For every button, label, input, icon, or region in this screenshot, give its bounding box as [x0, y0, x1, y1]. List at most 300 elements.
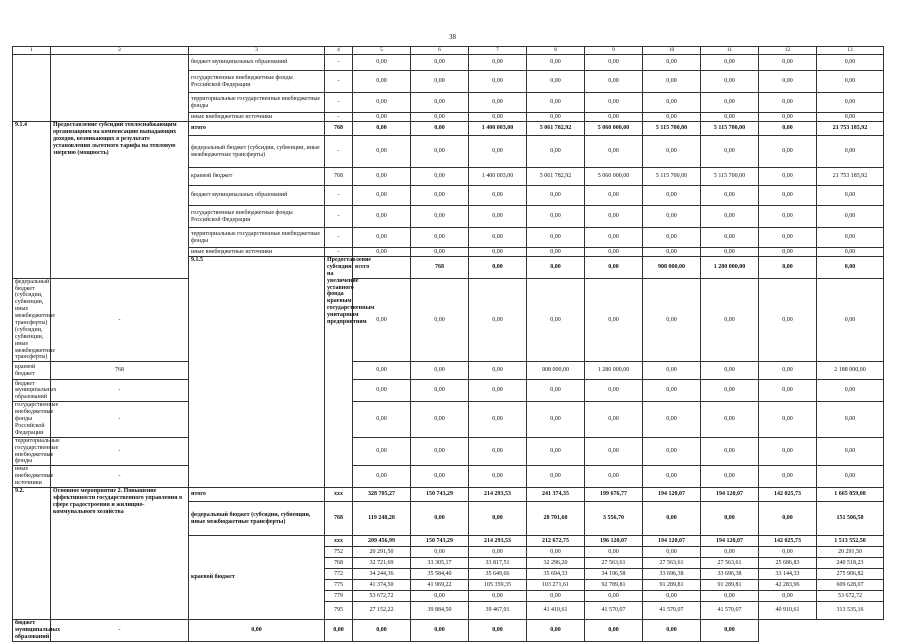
amount-cell: 0,00: [759, 136, 817, 168]
code-cell: -: [51, 466, 189, 488]
table-row: [13, 402, 884, 437]
amount-cell: 0,00: [411, 228, 469, 248]
amount-cell: 1 400 003,00: [469, 122, 527, 136]
amount-cell: 2 188 000,00: [817, 362, 884, 380]
funding-source-cell: территориальные государственные внебюджетные фонды: [13, 437, 51, 466]
amount-cell: 0,00: [643, 278, 701, 362]
amount-cell: 21 753 185,92: [817, 168, 884, 186]
amount-cell: 0,00: [585, 136, 643, 168]
amount-cell: 0,00: [759, 402, 817, 437]
amount-cell: 0,00: [527, 466, 585, 488]
amount-cell: 0,00: [469, 257, 527, 279]
code-cell: 768: [411, 257, 469, 279]
amount-cell: 91 289,81: [643, 580, 701, 591]
amount-cell: 0,00: [585, 93, 643, 113]
amount-cell: 0,00: [411, 502, 469, 536]
amount-cell: 0,00: [469, 136, 527, 168]
amount-cell: 27 152,22: [353, 602, 411, 620]
amount-cell: 196 120,07: [585, 536, 643, 547]
amount-cell: 0,00: [643, 402, 701, 437]
code-cell: 779: [325, 591, 353, 602]
amount-cell: 209 456,99: [353, 536, 411, 547]
code-cell: -: [325, 228, 353, 248]
code-cell: -: [325, 206, 353, 228]
amount-cell: 0,00: [701, 437, 759, 466]
amount-cell: 0,00: [759, 466, 817, 488]
amount-cell: 0,00: [411, 466, 469, 488]
amount-cell: 0,00: [585, 206, 643, 228]
amount-cell: 0,00: [817, 55, 884, 71]
amount-cell: 0,00: [353, 93, 411, 113]
table-row: [13, 55, 884, 71]
funding-source-cell: государственные внебюджетные фонды Российской Федерации: [13, 402, 51, 437]
amount-cell: 28 701,60: [527, 502, 585, 536]
amount-cell: 0,00: [469, 620, 527, 642]
header-cell: 8: [527, 47, 585, 55]
amount-cell: 0,00: [353, 136, 411, 168]
amount-cell: 0,00: [585, 437, 643, 466]
code-cell: 752: [325, 547, 353, 558]
amount-cell: 0,00: [411, 113, 469, 122]
amount-cell: 908 000,00: [643, 257, 701, 279]
amount-cell: 0,00: [469, 466, 527, 488]
header-cell: 5: [353, 47, 411, 55]
amount-cell: 5 060 000,00: [585, 168, 643, 186]
amount-cell: 0,00: [527, 380, 585, 402]
amount-cell: 0,00: [701, 278, 759, 362]
funding-source-cell: федеральный бюджет (субсидии, субвенции, иные межбюджетные трансферты): [189, 502, 325, 536]
amount-cell: 39 467,01: [469, 602, 527, 620]
item-description-cell: Предоставление субсидий теплоснабжающим организациям на компенсацию выпадающих доходов, возникающих в результате установления льготного тарифа на тепловую энергию (мощность): [51, 122, 189, 279]
amount-cell: 0,00: [759, 257, 817, 279]
header-cell: 11: [701, 47, 759, 55]
amount-cell: 0,00: [469, 380, 527, 402]
amount-cell: 0,00: [643, 380, 701, 402]
code-cell: -: [51, 402, 189, 437]
table-row: [13, 437, 884, 466]
amount-cell: 0,00: [469, 93, 527, 113]
amount-cell: 0,00: [411, 136, 469, 168]
amount-cell: 0,00: [701, 55, 759, 71]
amount-cell: 0,00: [817, 257, 884, 279]
amount-cell: 0,00: [411, 55, 469, 71]
amount-cell: 41 969,22: [411, 580, 469, 591]
amount-cell: 0,00: [585, 591, 643, 602]
amount-cell: 0,00: [527, 228, 585, 248]
funding-source-cell: бюджет муниципальных образований: [189, 186, 325, 206]
amount-cell: 0,00: [411, 437, 469, 466]
amount-cell: 0,00: [643, 466, 701, 488]
amount-cell: 35 584,40: [411, 569, 469, 580]
amount-cell: 5 115 700,00: [643, 168, 701, 186]
amount-cell: 240 518,23: [817, 558, 884, 569]
code-cell: 768: [325, 168, 353, 186]
amount-cell: 0,00: [353, 437, 411, 466]
code-cell: -: [325, 55, 353, 71]
amount-cell: 0,00: [643, 93, 701, 113]
amount-cell: 0,00: [759, 502, 817, 536]
amount-cell: 0,00: [469, 228, 527, 248]
funding-source-cell: краевой бюджет: [189, 168, 325, 186]
amount-cell: 33 696,38: [701, 569, 759, 580]
amount-cell: 53 672,72: [353, 591, 411, 602]
amount-cell: 328 705,27: [353, 488, 411, 502]
amount-cell: 0,00: [469, 502, 527, 536]
code-cell: 775: [325, 580, 353, 591]
amount-cell: 0,00: [411, 278, 469, 362]
amount-cell: 0,00: [469, 206, 527, 228]
header-cell: 6: [411, 47, 469, 55]
amount-cell: 0,00: [643, 206, 701, 228]
table-row: [13, 380, 884, 402]
header-row: [13, 47, 884, 55]
amount-cell: 0,00: [469, 186, 527, 206]
amount-cell: 103 271,61: [527, 580, 585, 591]
amount-cell: 0,00: [585, 113, 643, 122]
amount-cell: 119 248,28: [353, 502, 411, 536]
amount-cell: 0,00: [817, 248, 884, 257]
amount-cell: 1 280 000,00: [585, 362, 643, 380]
amount-cell: 33 817,51: [469, 558, 527, 569]
amount-cell: 0,00: [701, 71, 759, 93]
amount-cell: 39 884,50: [411, 602, 469, 620]
amount-cell: 0,00: [701, 113, 759, 122]
code-cell: 795: [325, 602, 353, 620]
amount-cell: 142 025,73: [759, 488, 817, 502]
header-cell: 1: [13, 47, 51, 55]
amount-cell: 0,00: [411, 362, 469, 380]
amount-cell: 25 686,83: [759, 558, 817, 569]
amount-cell: 0,00: [759, 591, 817, 602]
amount-cell: 21 753 185,92: [817, 122, 884, 136]
header-cell: 2: [51, 47, 189, 55]
amount-cell: 212 672,75: [527, 536, 585, 547]
amount-cell: 275 906,82: [817, 569, 884, 580]
item-id-cell: 9.1.4: [13, 122, 51, 279]
amount-cell: 27 563,61: [585, 558, 643, 569]
amount-cell: 20 291,50: [817, 547, 884, 558]
amount-cell: 0,00: [469, 402, 527, 437]
amount-cell: 0,00: [643, 547, 701, 558]
amount-cell: 0,00: [701, 228, 759, 248]
amount-cell: 0,00: [643, 113, 701, 122]
funding-source-cell: иные внебюджетные источники: [13, 466, 51, 488]
amount-cell: 0,00: [701, 362, 759, 380]
amount-cell: 0,00: [527, 278, 585, 362]
funding-source-cell: иные внебюджетные источники: [189, 113, 325, 122]
amount-cell: 41 410,61: [527, 602, 585, 620]
amount-cell: 0,00: [353, 113, 411, 122]
table-row: [13, 278, 884, 362]
amount-cell: 0,00: [643, 55, 701, 71]
amount-cell: 34 196,58: [585, 569, 643, 580]
funding-source-cell: краевой бюджет: [189, 536, 325, 620]
funding-source-cell: иные внебюджетные источники: [189, 248, 325, 257]
amount-cell: 0,00: [411, 620, 469, 642]
amount-cell: 0,00: [817, 437, 884, 466]
amount-cell: 0,00: [817, 206, 884, 228]
amount-cell: 0,00: [353, 620, 411, 642]
amount-cell: 0,00: [817, 93, 884, 113]
amount-cell: 5 061 782,92: [527, 168, 585, 186]
amount-cell: 0,00: [701, 380, 759, 402]
amount-cell: 0,00: [411, 248, 469, 257]
amount-cell: 0,00: [643, 136, 701, 168]
code-cell: 768: [325, 558, 353, 569]
amount-cell: 0,00: [411, 591, 469, 602]
amount-cell: 0,00: [701, 248, 759, 257]
amount-cell: 41 570,07: [585, 602, 643, 620]
amount-cell: 0,00: [759, 93, 817, 113]
funding-source-cell: всего: [353, 257, 411, 279]
code-cell: xxx: [325, 488, 353, 502]
amount-cell: 0,00: [759, 168, 817, 186]
amount-cell: 35 694,33: [527, 569, 585, 580]
amount-cell: 0,00: [527, 55, 585, 71]
amount-cell: 0,00: [643, 248, 701, 257]
amount-cell: 0,00: [469, 71, 527, 93]
amount-cell: 0,00: [759, 362, 817, 380]
amount-cell: 32 296,20: [527, 558, 585, 569]
amount-cell: 214 293,53: [469, 488, 527, 502]
amount-cell: 0,00: [701, 502, 759, 536]
amount-cell: 0,00: [817, 278, 884, 362]
code-cell: -: [325, 93, 353, 113]
amount-cell: 0,00: [353, 466, 411, 488]
amount-cell: 0,00: [353, 71, 411, 93]
funding-source-cell: государственные внебюджетные фонды Российской Федерации: [189, 71, 325, 93]
amount-cell: 35 649,66: [469, 569, 527, 580]
header-cell: 9: [585, 47, 643, 55]
amount-cell: 908 000,00: [527, 362, 585, 380]
amount-cell: 0,00: [701, 93, 759, 113]
amount-cell: 0,00: [643, 228, 701, 248]
amount-cell: 0,00: [527, 206, 585, 228]
header-cell: 12: [759, 47, 817, 55]
funding-source-cell: бюджет муниципальных образований: [13, 380, 51, 402]
amount-cell: 0,00: [817, 228, 884, 248]
amount-cell: 0,00: [585, 278, 643, 362]
item-id-cell: [13, 55, 51, 122]
amount-cell: 0,00: [817, 402, 884, 437]
amount-cell: 241 374,35: [527, 488, 585, 502]
amount-cell: 0,00: [817, 113, 884, 122]
amount-cell: 0,00: [353, 362, 411, 380]
amount-cell: 0,00: [701, 591, 759, 602]
code-cell: 768: [325, 122, 353, 136]
amount-cell: 92 789,81: [585, 580, 643, 591]
amount-cell: 199 676,77: [585, 488, 643, 502]
code-cell: 772: [325, 569, 353, 580]
code-cell: -: [51, 620, 189, 642]
amount-cell: 0,00: [527, 620, 585, 642]
amount-cell: 0,00: [469, 55, 527, 71]
amount-cell: 0,00: [469, 437, 527, 466]
amount-cell: 0,00: [701, 402, 759, 437]
amount-cell: 0,00: [585, 71, 643, 93]
amount-cell: 34 244,36: [353, 569, 411, 580]
amount-cell: 0,00: [527, 71, 585, 93]
amount-cell: 194 120,07: [643, 536, 701, 547]
amount-cell: 194 120,07: [701, 536, 759, 547]
amount-cell: 142 025,73: [759, 536, 817, 547]
amount-cell: 0,00: [759, 122, 817, 136]
amount-cell: 194 120,07: [701, 488, 759, 502]
amount-cell: 20 291,50: [353, 547, 411, 558]
header-cell: 4: [325, 47, 353, 55]
amount-cell: 0,00: [585, 620, 643, 642]
amount-cell: 40 910,61: [759, 602, 817, 620]
item-id-cell: 9.2.: [13, 488, 51, 620]
amount-cell: 0,00: [411, 402, 469, 437]
item-description-cell: Основное мероприятие 2. Повышение эффективности государственного управления в сфере градостроения и жилищно-коммунального хозяйства: [51, 488, 189, 620]
amount-cell: 0,00: [469, 248, 527, 257]
amount-cell: 1 400 003,00: [469, 168, 527, 186]
amount-cell: 3 556,70: [585, 502, 643, 536]
amount-cell: 33 696,38: [643, 569, 701, 580]
amount-cell: 0,00: [469, 591, 527, 602]
amount-cell: 0,00: [411, 547, 469, 558]
funding-source-cell: итого: [189, 488, 325, 502]
amount-cell: 214 293,53: [469, 536, 527, 547]
amount-cell: 5 060 000,00: [585, 122, 643, 136]
amount-cell: 194 120,07: [643, 488, 701, 502]
amount-cell: 0,00: [817, 71, 884, 93]
amount-cell: 0,00: [353, 55, 411, 71]
amount-cell: 150 743,29: [411, 536, 469, 547]
amount-cell: 0,00: [527, 591, 585, 602]
funding-source-cell: государственные внебюджетные фонды Российской Федерации: [189, 206, 325, 228]
amount-cell: 0,00: [353, 402, 411, 437]
amount-cell: 0,00: [817, 380, 884, 402]
amount-cell: 0,00: [469, 547, 527, 558]
amount-cell: 0,00: [759, 228, 817, 248]
amount-cell: 0,00: [759, 55, 817, 71]
amount-cell: 0,00: [353, 186, 411, 206]
item-description-cell: Предоставление субсидии на увеличение уставного фонда краевым государственным унитарным предприятиям: [325, 257, 353, 488]
funding-source-cell: территориальные государственные внебюджетные фонды: [189, 93, 325, 113]
amount-cell: 42 283,96: [759, 580, 817, 591]
amount-cell: 0,00: [527, 186, 585, 206]
code-cell: -: [325, 248, 353, 257]
amount-cell: 0,00: [527, 257, 585, 279]
header-cell: 7: [469, 47, 527, 55]
table-row: [13, 620, 884, 642]
code-cell: -: [51, 278, 189, 362]
amount-cell: 0,00: [411, 186, 469, 206]
amount-cell: 0,00: [759, 206, 817, 228]
amount-cell: 0,00: [469, 362, 527, 380]
funding-source-cell: итого: [189, 122, 325, 136]
amount-cell: 0,00: [817, 136, 884, 168]
amount-cell: 0,00: [585, 248, 643, 257]
amount-cell: 0,00: [643, 591, 701, 602]
amount-cell: 0,00: [759, 248, 817, 257]
amount-cell: 0,00: [411, 122, 469, 136]
funding-source-cell: федеральный бюджет (субсидии, субвенции, иные межбюджетные трансферты): [189, 136, 325, 168]
amount-cell: 0,00: [527, 113, 585, 122]
amount-cell: 0,00: [353, 380, 411, 402]
budget-table: [12, 46, 884, 642]
amount-cell: 0,00: [353, 168, 411, 186]
amount-cell: 0,00: [585, 257, 643, 279]
table-row: [13, 466, 884, 488]
header-cell: 10: [643, 47, 701, 55]
amount-cell: 0,00: [353, 122, 411, 136]
amount-cell: 0,00: [817, 466, 884, 488]
amount-cell: 0,00: [585, 228, 643, 248]
amount-cell: 0,00: [527, 547, 585, 558]
amount-cell: 0,00: [469, 278, 527, 362]
header-cell: 3: [189, 47, 325, 55]
amount-cell: 91 289,81: [701, 580, 759, 591]
amount-cell: 0,00: [325, 620, 353, 642]
amount-cell: 0,00: [527, 248, 585, 257]
amount-cell: 0,00: [353, 248, 411, 257]
amount-cell: 41 374,50: [353, 580, 411, 591]
amount-cell: 0,00: [411, 168, 469, 186]
amount-cell: 32 721,69: [353, 558, 411, 569]
amount-cell: 0,00: [353, 206, 411, 228]
amount-cell: 0,00: [643, 620, 701, 642]
amount-cell: 0,00: [527, 93, 585, 113]
amount-cell: 0,00: [189, 620, 325, 642]
funding-source-cell: бюджет муниципальных образований: [189, 55, 325, 71]
amount-cell: 33 144,33: [759, 569, 817, 580]
amount-cell: 27 563,61: [643, 558, 701, 569]
amount-cell: 150 743,29: [411, 488, 469, 502]
amount-cell: 0,00: [585, 55, 643, 71]
code-cell: 768: [51, 362, 189, 380]
amount-cell: 0,00: [701, 547, 759, 558]
item-description-cell: [51, 55, 189, 122]
amount-cell: 0,00: [759, 186, 817, 206]
amount-cell: 0,00: [585, 186, 643, 206]
table-row: [13, 122, 884, 136]
page-number: 38: [449, 33, 456, 41]
amount-cell: 41 570,07: [643, 602, 701, 620]
amount-cell: 0,00: [701, 136, 759, 168]
amount-cell: 0,00: [817, 186, 884, 206]
amount-cell: 0,00: [585, 380, 643, 402]
amount-cell: 0,00: [353, 228, 411, 248]
amount-cell: 0,00: [353, 278, 411, 362]
amount-cell: 0,00: [411, 206, 469, 228]
amount-cell: 5 115 700,00: [701, 168, 759, 186]
amount-cell: 151 506,58: [817, 502, 884, 536]
amount-cell: 0,00: [643, 502, 701, 536]
amount-cell: 313 535,16: [817, 602, 884, 620]
amount-cell: 0,00: [701, 206, 759, 228]
amount-cell: 0,00: [759, 437, 817, 466]
amount-cell: 0,00: [759, 71, 817, 93]
amount-cell: 0,00: [585, 547, 643, 558]
amount-cell: 609 628,07: [817, 580, 884, 591]
funding-source-cell: территориальные государственные внебюджетные фонды: [189, 228, 325, 248]
amount-cell: 1 665 059,08: [817, 488, 884, 502]
amount-cell: 0,00: [411, 71, 469, 93]
amount-cell: 0,00: [701, 466, 759, 488]
amount-cell: 0,00: [759, 380, 817, 402]
amount-cell: 5 115 700,00: [643, 122, 701, 136]
amount-cell: 0,00: [469, 113, 527, 122]
table-row: [13, 488, 884, 502]
header-cell: 13: [817, 47, 884, 55]
amount-cell: 1 280 000,00: [701, 257, 759, 279]
amount-cell: 53 672,72: [817, 591, 884, 602]
code-cell: xxx: [325, 536, 353, 547]
amount-cell: 1 513 552,50: [817, 536, 884, 547]
